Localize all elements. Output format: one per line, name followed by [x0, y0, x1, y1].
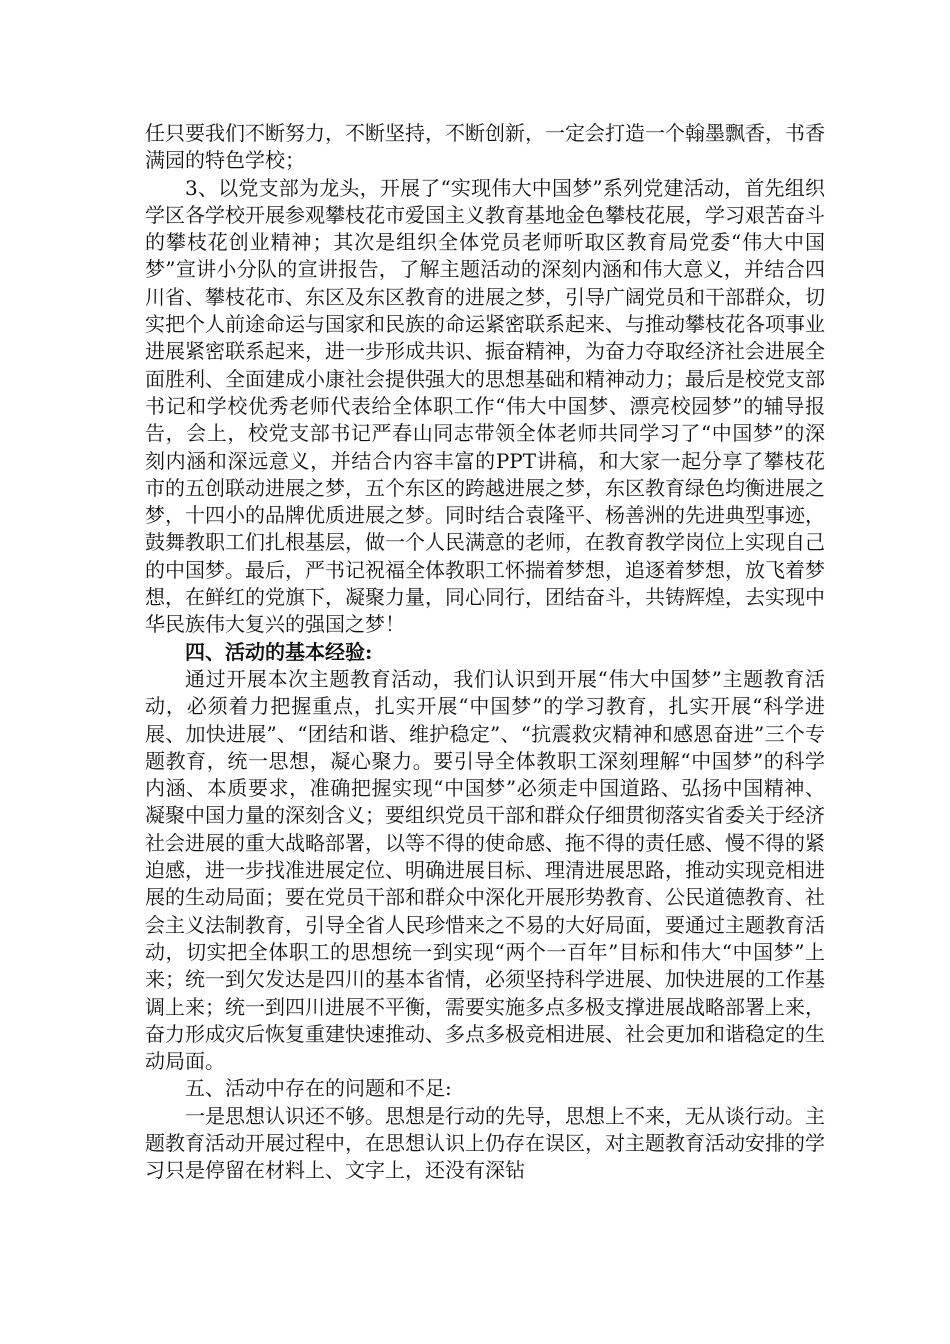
paragraph-problems: 一是思想认识还不够。思想是行动的先导，思想上不来，无从谈行动。主题教育活动开展过程中，在思想认识上仍存在误区，对主题教育活动安排的学习只是停留在材料上、文字上，还没有深钻 — [145, 1103, 825, 1183]
paragraph-experience: 通过开展本次主题教育活动，我们认识到开展“伟大中国梦”主题教育活动，必须着力把握重点，扎实开展“中国梦”的学习教育，扎实开展“科学进展、加快进展”、“团结和谐、维护稳定”、“抗震救灾精神和感恩奋进”三个专题教育，统一思想，凝心聚力。要引导全体教职工深刻理解“中国梦”的科学内涵、本质要求，准确把握实现“中国梦”必须走中国道路、弘扬中国精神、凝聚中国力量的深刻含义；要组织党员干部和群众仔细贯彻落实省委关于经济社会进展的重大战略部署，以等不得的使命感、拖不得的责任感、慢不得的紧迫感，进一步找准进展定位、明确进展目标、理清进展思路，推动实现竞相进展的生动局面；要在党员干部和群众中深化开展形势教育、公民道德教育、社会主义法制教育，引导全省人民珍惜来之不易的大好局面，要通过主题教育活动，切实把全体职工的思想统一到实现“两个一百年”目标和伟大“中国梦”上来；统一到欠发达是四川的基本省情，必须坚持科学进展、加快进展的工作基调上来；统一到四川进展不平衡，需要实施多点多极支撑进展战略部署上来，奋力形成灾后恢复重建快速推动、多点多极竞相进展、社会更加和谐稳定的生动局面。 — [145, 666, 825, 1074]
paragraph-party-activities: 3、以党支部为龙头，开展了“实现伟大中国梦”系列党建活动，首先组织学区各学校开展参观攀枝花市爱国主义教育基地金色攀枝花展，学习艰苦奋斗的攀枝花创业精神；其次是组织全体党员老师听取区教育局党委“伟大中国梦”宣讲小分队的宣讲报告，了解主题活动的深刻内涵和伟大意义，并结合四川省、攀枝花市、东区及东区教育的进展之梦，引导广阔党员和干部群众，切实把个人前途命运与国家和民族的命运紧密联系起来、与推动攀枝花各项事业进展紧密联系起来，进一步形成共识、振奋精神，为奋力夺取经济社会进展全面胜利、全面建成小康社会提供强大的思想基础和精神动力；最后是校党支部书记和学校优秀老师代表给全体职工作“伟大中国梦、漂亮校园梦”的辅导报告，会上，校党支部书记严春山同志带领全体老师共同学习了“中国梦”的深刻内涵和深远意义，并结合内容丰富的PPT讲稿，和大家一起分享了攀枝花市的五创联动进展之梦，五个东区的跨越进展之梦，东区教育绿色均衡进展之梦，十四小的品牌优质进展之梦。同时结合袁隆平、杨善洲的先进典型事迹，鼓舞教职工们扎根基层，做一个人民满意的老师，在教育教学岗位上实现自己的中国梦。最后，严书记祝福全体教职工怀揣着梦想，追逐着梦想，放飞着梦想，在鲜红的党旗下，凝聚力量，同心同行，团结奋斗，共铸辉煌，去实现中华民族伟大复兴的强国之梦！ — [145, 175, 825, 637]
section-heading-basic-experience: 四、活动的基本经验: — [185, 639, 373, 664]
paragraph-continuation: 任只要我们不断努力，不断坚持，不断创新，一定会打造一个翰墨飘香，书香满园的特色学校； — [145, 121, 825, 173]
document-page — [145, 120, 825, 1185]
section-heading-problems: 五、活动中存在的问题和不足: — [185, 1076, 452, 1101]
